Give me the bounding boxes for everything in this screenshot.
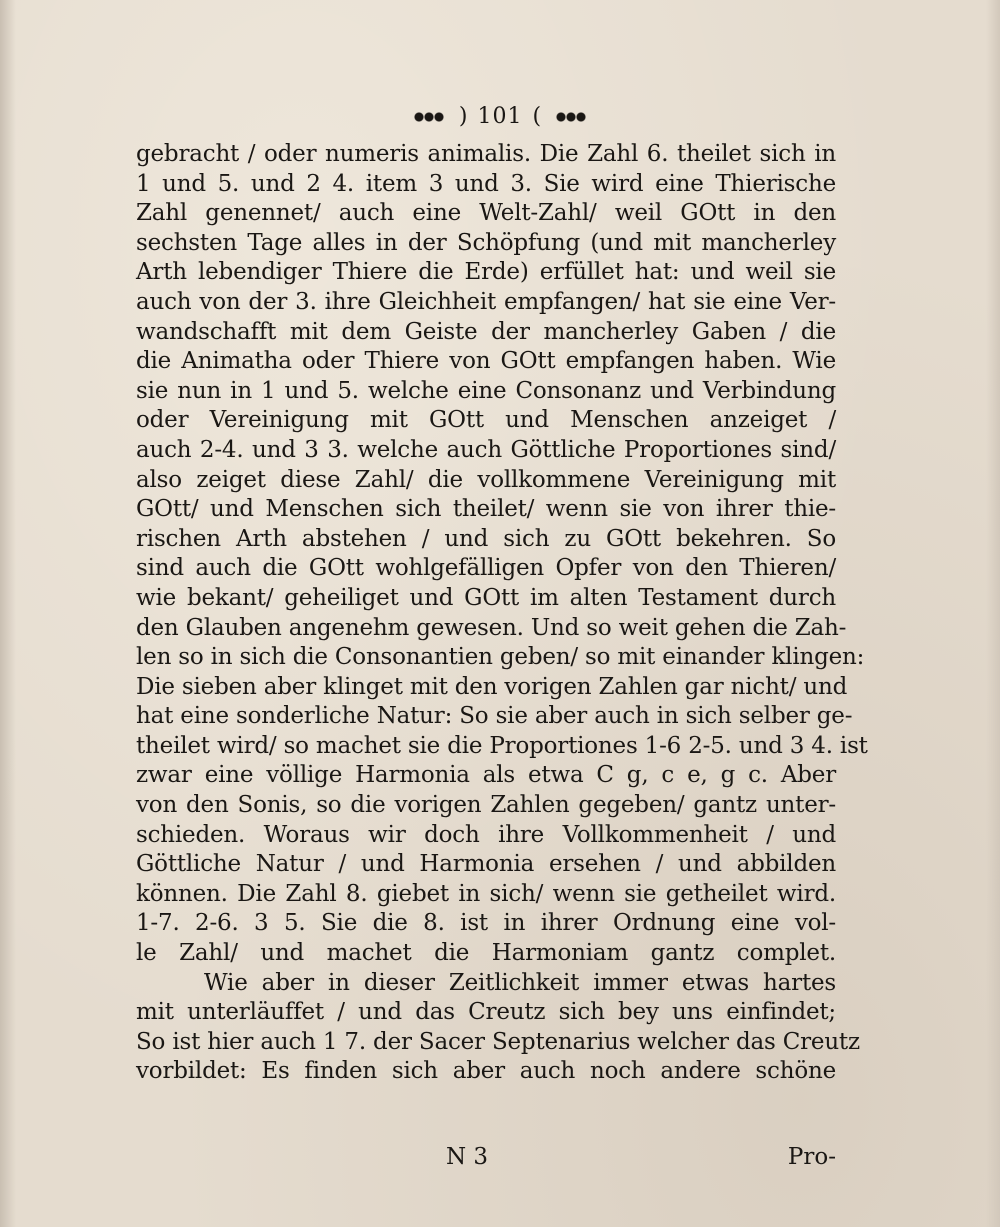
text-line: sechsten Tage alles in der Schöpfung (und mit mancherley [136,229,836,256]
catchword: Pro- [787,1144,836,1170]
signature-mark: N 3 [446,1144,489,1170]
text-line: Göttliche Natur / und Harmonia ersehen / und abbilden [136,851,836,878]
text-line: len so in sich die Consonantien geben/ so mit einander klingen: [136,644,865,671]
text-line: Zahl genennet/ auch eine Welt-Zahl/ weil GOtt in den [136,200,836,227]
page-gutter-shadow [0,0,16,1227]
text-line: auch 2-4. und 3 3. welche auch Göttliche Proportiones sind/ [136,436,836,463]
page-edge-shadow [986,0,1000,1227]
text-line: theilet wird/ so machet sie die Proportiones 1-6 2-5. und 3 4. ist [136,732,868,759]
right-bracket: ( [532,104,542,129]
text-line: 1-7. 2-6. 3 5. Sie die 8. ist in ihrer Ordnung eine vol- [136,910,836,937]
text-line: So ist hier auch 1 7. der Sacer Septenarius welcher das Creutz [136,1028,860,1055]
text-line: rischen Arth abstehen / und sich zu GOtt bekehren. So [136,525,836,552]
text-line: hat eine sonderliche Natur: So sie aber auch in sich selber ge- [136,703,853,730]
text-line: die Animatha oder Thiere von GOtt empfangen haben. Wie [136,348,836,375]
text-line: Arth lebendiger Thiere die Erde) erfüllet hat: und weil sie [136,259,836,286]
body-text [136,140,868,1087]
page-number: 101 [477,104,523,129]
left-ornament-icon [409,106,449,128]
text-line: oder Vereinigung mit GOtt und Menschen anzeiget / [136,407,836,434]
text-line: wie bekant/ geheiliget und GOtt im alten Testament durch [136,584,836,611]
text-line: Wie aber in dieser Zeitlichkeit immer etwas hartes [204,969,836,996]
text-line: können. Die Zahl 8. giebet in sich/ wenn sie getheilet wird. [136,880,836,907]
text-line: 1 und 5. und 2 4. item 3 und 3. Sie wird eine Thierische [136,170,836,197]
right-ornament-icon [551,106,591,128]
text-line: Die sieben aber klinget mit den vorigen Zahlen gar nicht/ und [136,673,848,700]
text-line: sind auch die GOtt wohlgefälligen Opfer von den Thieren/ [136,555,836,582]
text-line: von den Sonis, so die vorigen Zahlen gegeben/ gantz unter- [136,792,836,819]
text-line: wandschafft mit dem Geiste der mancherley Gaben / die [136,318,836,345]
text-line: sie nun in 1 und 5. welche eine Consonanz und Verbindung [136,377,836,404]
text-line: mit unterläuffet / und das Creutz sich bey uns einfindet; [136,999,836,1026]
text-line: vorbildet: Es finden sich aber auch noch andere schöne [136,1058,836,1085]
running-header [0,104,1000,129]
text-line: auch von der 3. ihre Gleichheit empfangen/ hat sie eine Ver- [136,288,836,315]
text-line: gebracht / oder numeris animalis. Die Zahl 6. theilet sich in [136,141,836,167]
text-line: also zeiget diese Zahl/ die vollkommene Vereinigung mit [136,466,836,493]
text-line: den Glauben angenehm gewesen. Und so weit gehen die Zah- [136,614,847,641]
left-bracket: ) [458,104,468,129]
page-footer [136,1144,836,1174]
text-line: le Zahl/ und machet die Harmoniam gantz complet. [136,940,836,967]
text-line: zwar eine völlige Harmonia als etwa C g, c e, g c. Aber [136,762,836,789]
text-line: GOtt/ und Menschen sich theilet/ wenn sie von ihrer thie- [136,496,836,523]
text-line: schieden. Woraus wir doch ihre Vollkommenheit / und [136,821,836,848]
